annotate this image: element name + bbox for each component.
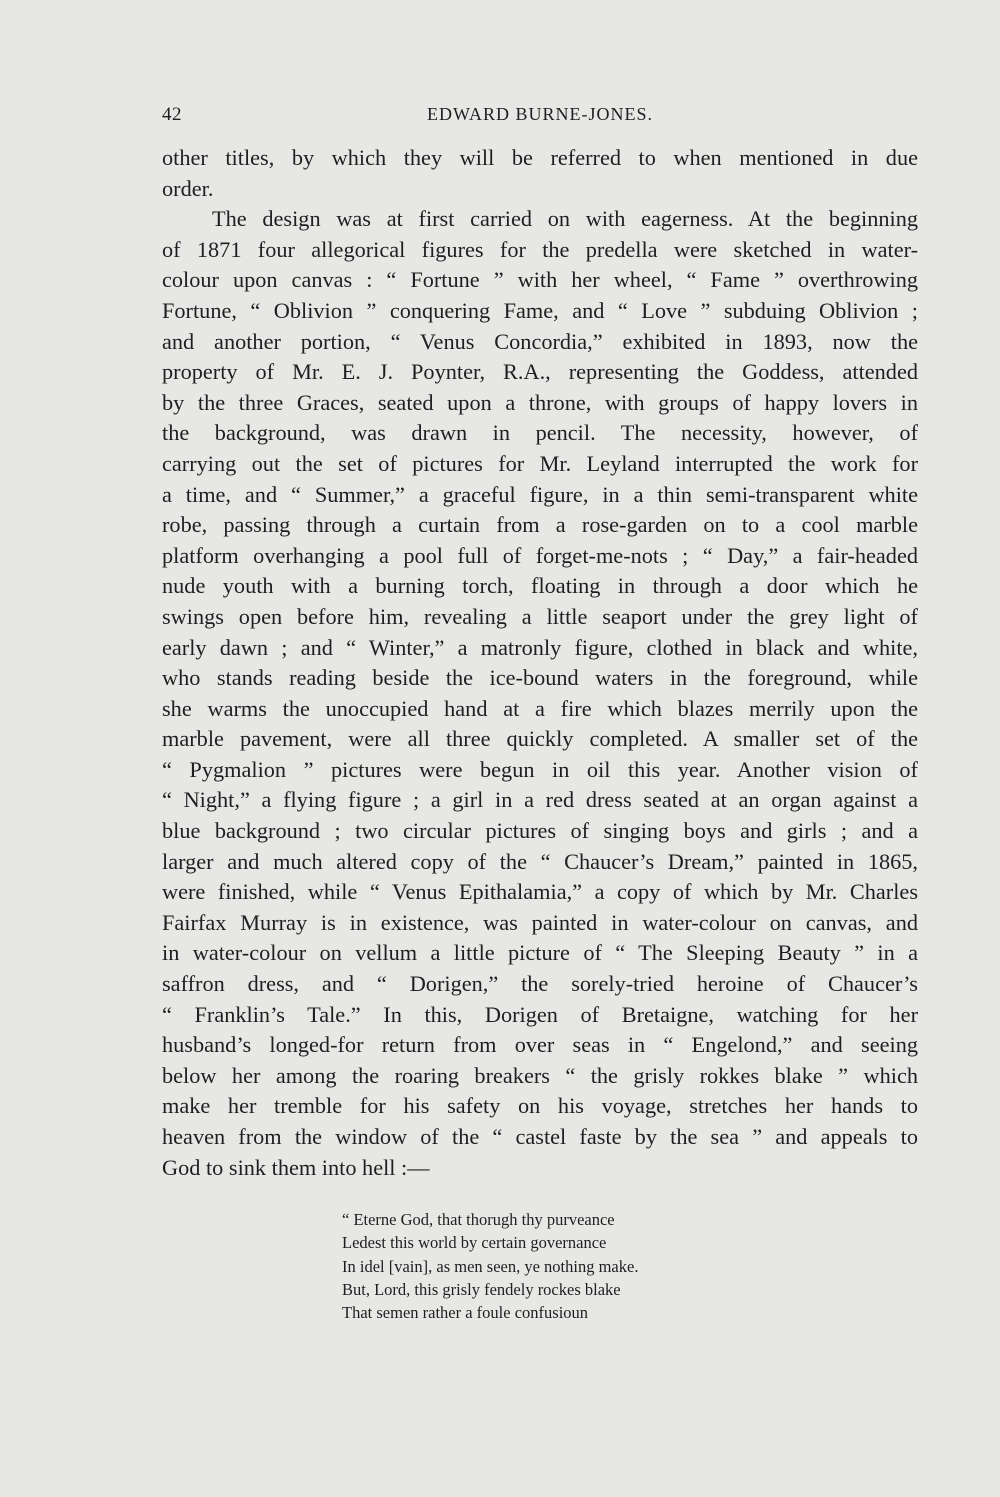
text-line: Fairfax Murray is in existence, was painted in water-colour on canvas, and (162, 909, 918, 935)
text-line: marble pavement, were all three quickly completed. A smaller set of the (162, 726, 918, 752)
text-line: husband’s longed-for return from over seas in “ Engelond,” and seeing (162, 1032, 918, 1058)
text-line: make her tremble for his safety on his voyage, stretches her hands to (162, 1093, 918, 1119)
text-line: colour upon canvas : “ Fortune ” with her wheel, “ Fame ” overthrowing (162, 267, 918, 293)
verse-line: That semen rather a foule confusioun (342, 1303, 589, 1323)
text-line: “ Pygmalion ” pictures were begun in oil this year. Another vision of (162, 756, 918, 782)
text-line: of 1871 four allegorical figures for the predella were sketched in water- (162, 236, 918, 262)
verse-quotation (342, 1208, 742, 1324)
text-line: blue background ; two circular pictures of singing boys and girls ; and a (162, 818, 918, 844)
text-line: larger and much altered copy of the “ Chaucer’s Dream,” painted in 1865, (162, 848, 918, 874)
text-line: early dawn ; and “ Winter,” a matronly figure, clothed in black and white, (162, 634, 918, 660)
text-line: saffron dress, and “ Dorigen,” the sorely-tried heroine of Chaucer’s (162, 971, 918, 997)
text-line: nude youth with a burning torch, floating in through a door which he (162, 573, 918, 599)
page-number: 42 (162, 104, 182, 125)
text-line: in water-colour on vellum a little picture of “ The Sleeping Beauty ” in a (162, 940, 918, 966)
text-line: order. (162, 175, 214, 201)
paragraph-first-line: The design was at first carried on with eagerness. At the beginning (212, 206, 918, 232)
page-header (162, 104, 918, 134)
text-line: by the three Graces, seated upon a throne, with groups of happy lovers in (162, 389, 918, 415)
text-line: robe, passing through a curtain from a rose-garden on to a cool marble (162, 512, 918, 538)
text-line: and another portion, “ Venus Concordia,” exhibited in 1893, now the (162, 328, 918, 354)
text-line: a time, and “ Summer,” a graceful figure, in a thin semi-transparent white (162, 481, 918, 507)
text-line: God to sink them into hell :— (162, 1154, 430, 1180)
verse-line: But, Lord, this grisly fendely rockes blake (342, 1279, 621, 1299)
text-line: carrying out the set of pictures for Mr. Leyland interrupted the work for (162, 450, 918, 476)
running-head: EDWARD BURNE-JONES. (427, 104, 653, 124)
text-line: “ Franklin’s Tale.” In this, Dorigen of Bretaigne, watching for her (162, 1001, 918, 1027)
verse-line: In idel [vain], as men seen, ye nothing make. (342, 1256, 639, 1276)
body-text (162, 143, 918, 1183)
text-line: other titles, by which they will be referred to when mentioned in due (162, 145, 918, 170)
text-line: the background, was drawn in pencil. The necessity, however, of (162, 420, 918, 446)
text-line: heaven from the window of the “ castel faste by the sea ” and appeals to (162, 1124, 918, 1149)
text-line: who stands reading beside the ice-bound waters in the foreground, while (162, 665, 918, 691)
verse-line: “ Eterne God, that thorugh thy purveance (342, 1210, 615, 1229)
text-line: platform overhanging a pool full of forget-me-nots ; “ Day,” a fair-headed (162, 542, 918, 568)
text-line: Fortune, “ Oblivion ” conquering Fame, and “ Love ” subduing Oblivion ; (162, 297, 918, 323)
text-line: she warms the unoccupied hand at a fire which blazes merrily upon the (162, 695, 918, 721)
text-line: property of Mr. E. J. Poynter, R.A., representing the Goddess, attended (162, 359, 918, 385)
text-line: “ Night,” a flying figure ; a girl in a red dress seated at an organ against a (162, 787, 918, 813)
text-line: were finished, while “ Venus Epithalamia,” a copy of which by Mr. Charles (162, 879, 918, 905)
text-line: swings open before him, revealing a little seaport under the grey light of (162, 603, 918, 629)
text-line: below her among the roaring breakers “ the grisly rokkes blake ” which (162, 1062, 918, 1088)
verse-line: Ledest this world by certain governance (342, 1233, 607, 1253)
